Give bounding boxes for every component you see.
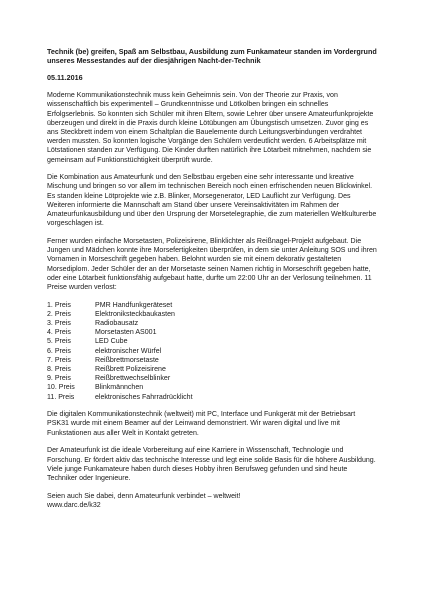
website-link[interactable]: www.darc.de/k32 <box>47 501 101 509</box>
prize-rank: 1. Preis <box>47 301 71 309</box>
prize-name: Morsetasten AS001 <box>95 329 157 337</box>
prize-row <box>47 319 377 328</box>
prize-name: PMR Handfunkgeräteset <box>95 301 173 309</box>
prize-rank: 2. Preis <box>47 310 71 318</box>
paragraph-morse: Ferner wurden einfache Morsetasten, Polizeisirene, Blinklichter als Reißnagel-Projekt aufgebaut. Die Jungen und Mädchen konnte ihre Morsefertigkeiten überprüfen, in dem sie unter Anleitung SOS und ihren Vornamen in Morseschrift gegeben haben. Belohnt wurden sie mit einem dekorativ gestalteten Morsediplom. Jeder Schüler der an der Morsetaste seinen Namen richtig in Morseschrift gegeben hatte, oder eine Lötarbeit funktionsfähig aufgebaut hatte, durfte um 22:00 Uhr an der Verlosung teilnehmen. 11 Preise wurden verlost: <box>47 237 377 291</box>
prize-row <box>47 310 377 319</box>
prize-row <box>47 393 377 402</box>
paragraph-intro: Moderne Kommunikationstechnik muss kein Geheimnis sein. Von der Theorie zur Praxis, von wissenschaftlich bis experimentell – Grundkenntnisse und Lötkolben bringen ein schnelles Erfolgserlebnis. So konnten sich Schüler mit ihren Eltern, sowie Lehrer über unsere Amateurfunkprojekte überzeugen und direkt in die Praxis durch kleine Lötübungen am Übungstisch umsetzen. Zuvor ging es ans Steckbrett indem von einem Schaltplan die Bauelemente durch Leitungsverbindungen verdrahtet werden mussten. So konnten logische Vorgänge den Schülern verdeutlicht werden. 6 Arbeitsplätze mit Lötstationen standen zur Verfügung. Die Kinder durften natürlich ihre Lötarbeit mitnehmen, nachdem sie gemeinsam auf Funktionstüchtigkeit überprüft wurde. <box>47 92 374 164</box>
prize-name: Reißbrettwechselblinker <box>95 375 171 383</box>
prize-row <box>47 301 377 310</box>
prize-row <box>47 337 377 346</box>
prize-name: Reißbrett Polizeisirene <box>95 365 166 373</box>
prize-name: LED Cube <box>95 338 128 346</box>
paragraph-combination: Die Kombination aus Amateurfunk und den Selbstbau ergeben eine sehr interessante und kreative Mischung und bringen so vor allem im technischen Bereich noch einen erfrischenden neuen Blickwinkel. Es standen kleine Lötprojekte wie z.B. Blinker, Morsegenerator, LED Lauflicht zur Verfügung. Des Weiteren informierte die Mannschaft am Stand über unsere Vereinsaktivitäten im Rahmen der Amateurfunkausbildung und über den Ursprung der Morsetelegraphie, die zum materiellen Weltkulturerbe vorgeschlagen ist. <box>47 174 377 228</box>
prize-name: elektronisches Fahrradrücklicht <box>95 393 193 401</box>
prize-rank: 5. Preis <box>47 338 71 346</box>
prize-rank: 11. Preis <box>47 393 75 401</box>
prize-row <box>47 383 377 392</box>
prize-row <box>47 365 377 374</box>
article-date: 05.11.2016 <box>47 73 83 83</box>
prize-row <box>47 374 377 383</box>
prize-rank: 10. Preis <box>47 384 75 392</box>
prize-name: Elektroniksteckbaukasten <box>95 310 175 318</box>
prize-row <box>47 356 377 365</box>
prize-rank: 4. Preis <box>47 329 71 337</box>
prize-name: Blinkmännchen <box>95 384 144 392</box>
prize-row <box>47 347 377 356</box>
paragraph-career: Der Amateurfunk ist die ideale Vorbereitung auf eine Karriere in Wissenschaft, Technologie und Forschung. Er fördert aktiv das technische Interesse und legt eine solide Basis für die höhere Ausbildung. Viele junge Funkamateure haben durch dieses Hobby ihren Berufsweg gefunden und sind heute Techniker oder Ingenieure. <box>47 447 376 482</box>
prize-name: elektronischer Würfel <box>95 347 162 355</box>
prize-row <box>47 328 377 337</box>
prize-list <box>47 301 377 402</box>
prize-rank: 3. Preis <box>47 320 71 328</box>
article-title: Technik (be) greifen, Spaß am Selbstbau, Ausbildung zum Funkamateur standen im Vordergrund unseres Messestandes auf der diesjährigen Nacht-der-Technik <box>47 47 377 66</box>
prize-rank: 8. Preis <box>47 365 71 373</box>
prize-name: Reißbrettmorsetaste <box>95 356 159 364</box>
signoff-line: Seien auch Sie dabei, denn Amateurfunk verbindet – weltweit! <box>47 492 241 500</box>
prize-rank: 7. Preis <box>47 356 71 364</box>
prize-rank: 6. Preis <box>47 347 71 355</box>
paragraph-digital: Die digitalen Kommunikationstechnik (weltweit) mit PC, Interface und Funkgerät mit der Betriebsart PSK31 wurde mit einem Beamer auf der Leinwand demonstriert. Wir waren digital und live mit Funkstationen aus aller Welt in Kontakt getreten. <box>47 411 356 437</box>
prize-rank: 9. Preis <box>47 375 71 383</box>
prize-name: Radiobausatz <box>95 320 139 328</box>
